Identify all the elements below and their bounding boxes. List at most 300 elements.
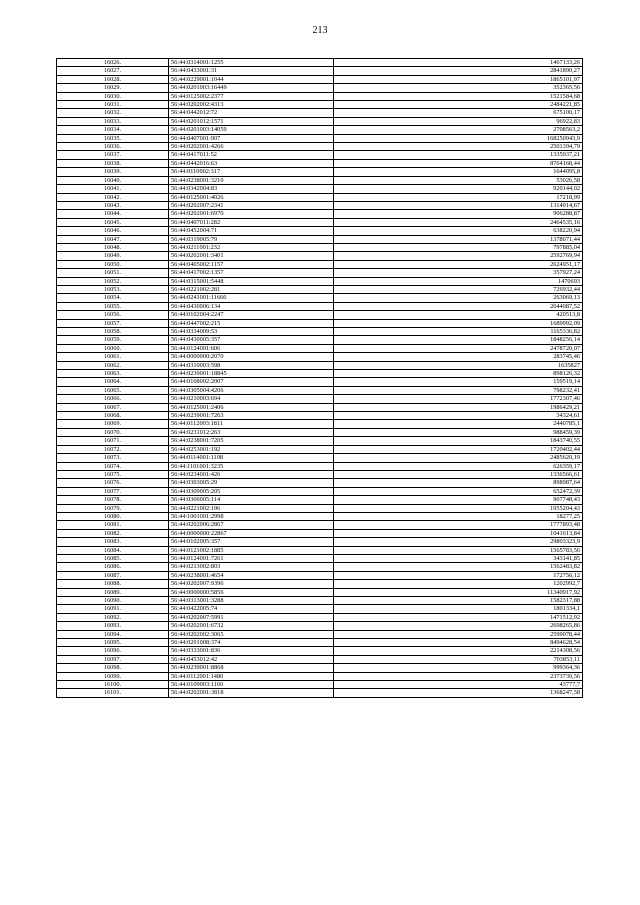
cadastral-number-cell: 56:44:0213002:803	[169, 563, 334, 571]
cadastral-number-cell: 56:44:0430006:134	[169, 302, 334, 310]
table-row	[57, 151, 583, 159]
value-cell: 159519,14	[334, 378, 583, 386]
row-number-cell: 16058.	[57, 328, 169, 336]
table-row	[57, 210, 583, 218]
cadastral-number-cell: 56:44:0202001:3401	[169, 252, 334, 260]
value-cell: 1368247,58	[334, 689, 583, 697]
row-number-cell: 16076.	[57, 479, 169, 487]
table-row	[57, 185, 583, 193]
value-cell: 343141,85	[334, 554, 583, 562]
table-row	[57, 176, 583, 184]
cadastral-number-cell: 56:44:0306005:114	[169, 496, 334, 504]
cadastral-number-cell: 56:44:0201012:1571	[169, 117, 334, 125]
cadastral-number-cell: 56:44:0000000:5856	[169, 588, 334, 596]
cadastral-number-cell: 56:44:0334009:53	[169, 328, 334, 336]
value-cell: 2708563,2	[334, 126, 583, 134]
table-row	[57, 285, 583, 293]
cadastral-number-cell: 56:44:0202007:5991	[169, 613, 334, 621]
table-row	[57, 201, 583, 209]
row-number-cell: 16047.	[57, 235, 169, 243]
value-cell: 18277,25	[334, 512, 583, 520]
cadastral-number-cell: 56:44:0303005:29	[169, 479, 334, 487]
row-number-cell: 16054.	[57, 294, 169, 302]
cadastral-number-cell: 56:44:0422005:74	[169, 605, 334, 613]
value-cell: 2624951,17	[334, 260, 583, 268]
value-cell: 1565783,56	[334, 546, 583, 554]
row-number-cell: 16044.	[57, 210, 169, 218]
value-cell: 1582317,88	[334, 597, 583, 605]
cadastral-number-cell: 56:44:0102004:2247	[169, 311, 334, 319]
row-number-cell: 16094.	[57, 630, 169, 638]
row-number-cell: 16073.	[57, 454, 169, 462]
table-row	[57, 487, 583, 495]
row-number-cell: 16062.	[57, 361, 169, 369]
row-number-cell: 16042.	[57, 193, 169, 201]
table-row	[57, 117, 583, 125]
row-number-cell: 16049.	[57, 252, 169, 260]
cadastral-number-cell: 56:44:0433001:31	[169, 67, 334, 75]
cadastral-number-cell: 56:44:0239001:7263	[169, 412, 334, 420]
cadastral-number-cell: 56:44:0447002:215	[169, 319, 334, 327]
table-row	[57, 470, 583, 478]
table-row	[57, 370, 583, 378]
row-number-cell: 16048.	[57, 243, 169, 251]
value-cell: 652472,39	[334, 487, 583, 495]
cadastral-number-cell: 56:44:0241001:11666	[169, 294, 334, 302]
cadastral-number-cell: 56:44:0124001:606	[169, 344, 334, 352]
value-cell: 999364,36	[334, 664, 583, 672]
table-row	[57, 336, 583, 344]
cadastral-number-cell: 56:44:0201008:374	[169, 639, 334, 647]
cadastral-number-cell: 56:44:0112003:1811	[169, 420, 334, 428]
table-row	[57, 403, 583, 411]
value-cell: 29803323,9	[334, 538, 583, 546]
value-cell: 283745,46	[334, 353, 583, 361]
value-cell: 1720402,44	[334, 445, 583, 453]
row-number-cell: 16082.	[57, 529, 169, 537]
table-row	[57, 277, 583, 285]
row-number-cell: 16034.	[57, 126, 169, 134]
table-row	[57, 218, 583, 226]
value-cell: 1801334,1	[334, 605, 583, 613]
value-cell: 8494628,54	[334, 639, 583, 647]
value-cell: 2214308,56	[334, 647, 583, 655]
row-number-cell: 16027.	[57, 67, 169, 75]
cadastral-number-cell: 56:44:0333001:836	[169, 647, 334, 655]
row-number-cell: 16100.	[57, 681, 169, 689]
table-row	[57, 512, 583, 520]
row-number-cell: 16090.	[57, 597, 169, 605]
value-cell: 352365,56	[334, 84, 583, 92]
value-cell: 1314914,67	[334, 201, 583, 209]
row-number-cell: 16077.	[57, 487, 169, 495]
value-cell: 1378071,44	[334, 235, 583, 243]
table-row	[57, 59, 583, 67]
cadastral-number-cell: 56:44:0108002:2007	[169, 378, 334, 386]
cadastral-number-cell: 56:44:0452004:71	[169, 227, 334, 235]
table-row	[57, 655, 583, 663]
cadastral-number-cell: 56:44:0102005:357	[169, 538, 334, 546]
row-number-cell: 16101.	[57, 689, 169, 697]
value-cell: 1986429,21	[334, 403, 583, 411]
table-row	[57, 344, 583, 352]
row-number-cell: 16030.	[57, 92, 169, 100]
cadastral-number-cell: 56:44:0314001:1255	[169, 59, 334, 67]
cadastral-number-cell: 56:44:0315001:5448	[169, 277, 334, 285]
row-number-cell: 16089.	[57, 588, 169, 596]
value-cell: 726932,44	[334, 285, 583, 293]
cadastral-number-cell: 56:44:0125001:2406	[169, 403, 334, 411]
cadastral-number-cell: 56:44:0202007:2341	[169, 201, 334, 209]
cadastral-number-cell: 56:44:0313001:3288	[169, 597, 334, 605]
cadastral-number-cell: 56:44:0124001:7261	[169, 554, 334, 562]
cadastral-number-cell: 56:44:0229001:1044	[169, 75, 334, 83]
value-cell: 1562483,82	[334, 563, 583, 571]
table-row	[57, 412, 583, 420]
table-row	[57, 639, 583, 647]
table-row	[57, 672, 583, 680]
row-number-cell: 16074.	[57, 462, 169, 470]
value-cell: 703853,11	[334, 655, 583, 663]
row-number-cell: 16032.	[57, 109, 169, 117]
value-cell: 8764168,44	[334, 159, 583, 167]
table-row	[57, 67, 583, 75]
table-row	[57, 302, 583, 310]
cadastral-number-cell: 56:44:0407011:282	[169, 218, 334, 226]
table-row	[57, 101, 583, 109]
cadastral-number-cell: 56:44:0110002:317	[169, 168, 334, 176]
table-row	[57, 361, 583, 369]
value-cell: 988459,39	[334, 428, 583, 436]
value-cell: 168250943,9	[334, 134, 583, 142]
table-row	[57, 243, 583, 251]
value-cell: 1041613,84	[334, 529, 583, 537]
cadastral-number-cell: 56:44:0239001:8868	[169, 664, 334, 672]
value-cell: 1843740,55	[334, 437, 583, 445]
value-cell: 1521584,68	[334, 92, 583, 100]
cadastral-number-cell: 56:44:0417011:52	[169, 151, 334, 159]
value-cell: 2698265,86	[334, 622, 583, 630]
cadastral-number-cell: 56:44:0239001:18845	[169, 370, 334, 378]
table-row	[57, 260, 583, 268]
table-row	[57, 319, 583, 327]
cadastral-number-cell: 56:44:0000000:22867	[169, 529, 334, 537]
row-number-cell: 16081.	[57, 521, 169, 529]
cadastral-number-cell: 56:44:0202001:6970	[169, 210, 334, 218]
row-number-cell: 16096.	[57, 647, 169, 655]
cadastral-number-cell: 56:44:0309005:205	[169, 487, 334, 495]
table-row	[57, 252, 583, 260]
value-cell: 420513,8	[334, 311, 583, 319]
value-cell: 907748,43	[334, 496, 583, 504]
table-row	[57, 554, 583, 562]
row-number-cell: 16093.	[57, 622, 169, 630]
cadastral-number-cell: 56:44:0210003:694	[169, 395, 334, 403]
table-row	[57, 269, 583, 277]
value-cell: 2440785,1	[334, 420, 583, 428]
value-cell: 1202992,7	[334, 580, 583, 588]
value-cell: 1471512,92	[334, 613, 583, 621]
cadastral-number-cell: 56:44:0114001:1108	[169, 454, 334, 462]
table-row	[57, 311, 583, 319]
value-cell: 1165336,82	[334, 328, 583, 336]
cadastral-number-cell: 56:44:0109003:1160	[169, 681, 334, 689]
row-number-cell: 16087.	[57, 571, 169, 579]
row-number-cell: 16084.	[57, 546, 169, 554]
value-cell: 1689992,09	[334, 319, 583, 327]
table-row	[57, 378, 583, 386]
table-row	[57, 588, 583, 596]
cadastral-number-cell: 56:44:0221002:281	[169, 285, 334, 293]
row-number-cell: 16086.	[57, 563, 169, 571]
table-row	[57, 75, 583, 83]
value-cell: 11340917,92	[334, 588, 583, 596]
cadastral-number-cell: 56:44:0000000:2070	[169, 353, 334, 361]
table-row	[57, 647, 583, 655]
row-number-cell: 16056.	[57, 311, 169, 319]
row-number-cell: 16075.	[57, 470, 169, 478]
table-row	[57, 126, 583, 134]
cadastral-number-cell: 56:44:0202001:4266	[169, 143, 334, 151]
value-cell: 2599078,44	[334, 630, 583, 638]
row-number-cell: 16092.	[57, 613, 169, 621]
cadastral-number-cell: 56:44:0430005:357	[169, 336, 334, 344]
table-row	[57, 353, 583, 361]
value-cell: 1470693	[334, 277, 583, 285]
row-number-cell: 16078.	[57, 496, 169, 504]
cadastral-number-cell: 56:44:0202002:3065	[169, 630, 334, 638]
row-number-cell: 16072.	[57, 445, 169, 453]
value-cell: 2485620,19	[334, 454, 583, 462]
row-number-cell: 16065.	[57, 386, 169, 394]
row-number-cell: 16091.	[57, 605, 169, 613]
row-number-cell: 16060.	[57, 344, 169, 352]
row-number-cell: 16051.	[57, 269, 169, 277]
row-number-cell: 16028.	[57, 75, 169, 83]
value-cell: 2373739,56	[334, 672, 583, 680]
value-cell: 263069,13	[334, 294, 583, 302]
value-cell: 797885,04	[334, 243, 583, 251]
table-row	[57, 227, 583, 235]
cadastral-number-cell: 56:44:0202006:2867	[169, 521, 334, 529]
row-number-cell: 16033.	[57, 117, 169, 125]
cadastral-number-cell: 56:44:1101001:3235	[169, 462, 334, 470]
value-cell: 1772307,46	[334, 395, 583, 403]
cadastral-number-cell: 56:44:0238001:3210	[169, 176, 334, 184]
table-row	[57, 538, 583, 546]
table-row	[57, 521, 583, 529]
cadastral-value-table	[56, 58, 583, 698]
value-cell: 798232,41	[334, 386, 583, 394]
cadastral-number-cell: 56:44:0202001:3818	[169, 689, 334, 697]
table-row	[57, 454, 583, 462]
value-cell: 1335937,21	[334, 151, 583, 159]
table-row	[57, 235, 583, 243]
row-number-cell: 16098.	[57, 664, 169, 672]
table-row	[57, 664, 583, 672]
value-cell: 920144,02	[334, 185, 583, 193]
row-number-cell: 16036.	[57, 143, 169, 151]
cadastral-number-cell: 56:44:0201003:16449	[169, 84, 334, 92]
value-cell: 1467133,26	[334, 59, 583, 67]
row-number-cell: 16080.	[57, 512, 169, 520]
cadastral-number-cell: 56:44:0231012:263	[169, 428, 334, 436]
cadastral-number-cell: 56:44:0407001:907	[169, 134, 334, 142]
value-cell: 2501394,79	[334, 143, 583, 151]
row-number-cell: 16095.	[57, 639, 169, 647]
row-number-cell: 16064.	[57, 378, 169, 386]
row-number-cell: 16046.	[57, 227, 169, 235]
table-row	[57, 437, 583, 445]
cadastral-number-cell: 56:44:0417002:1357	[169, 269, 334, 277]
table-row	[57, 571, 583, 579]
cadastral-number-cell: 56:44:0442012:72	[169, 109, 334, 117]
value-cell: 1336566,61	[334, 470, 583, 478]
row-number-cell: 16097.	[57, 655, 169, 663]
table-row	[57, 193, 583, 201]
table-row	[57, 479, 583, 487]
page-number: 213	[312, 25, 328, 36]
row-number-cell: 16050.	[57, 260, 169, 268]
cadastral-number-cell: 56:44:0202002:4313	[169, 101, 334, 109]
row-number-cell: 16083.	[57, 538, 169, 546]
cadastral-number-cell: 56:44:0238001:7205	[169, 437, 334, 445]
cadastral-number-cell: 56:44:0305004:4206	[169, 386, 334, 394]
value-cell: 2478720,07	[334, 344, 583, 352]
cadastral-number-cell: 56:44:0442016:63	[169, 159, 334, 167]
value-cell: 172756,12	[334, 571, 583, 579]
cadastral-number-cell: 56:44:0112001:1480	[169, 672, 334, 680]
table-row	[57, 546, 583, 554]
value-cell: 638220,94	[334, 227, 583, 235]
value-cell: 1644095,8	[334, 168, 583, 176]
value-cell: 2644087,52	[334, 302, 583, 310]
table-row	[57, 386, 583, 394]
table-row	[57, 504, 583, 512]
table-row	[57, 496, 583, 504]
table-row	[57, 605, 583, 613]
value-cell: 2841890,27	[334, 67, 583, 75]
row-number-cell: 16040.	[57, 176, 169, 184]
value-cell: 1865101,97	[334, 75, 583, 83]
cadastral-number-cell: 56:44:0342004:83	[169, 185, 334, 193]
value-cell: 357927,24	[334, 269, 583, 277]
value-cell: 1848256,14	[334, 336, 583, 344]
value-cell: 2484221,85	[334, 101, 583, 109]
row-number-cell: 16088.	[57, 580, 169, 588]
row-number-cell: 16029.	[57, 84, 169, 92]
value-cell: 96922,83	[334, 117, 583, 125]
cadastral-number-cell: 56:44:0121002:1885	[169, 546, 334, 554]
table-body	[57, 59, 583, 698]
row-number-cell: 16057.	[57, 319, 169, 327]
row-number-cell: 16085.	[57, 554, 169, 562]
value-cell: 1777893,48	[334, 521, 583, 529]
row-number-cell: 16059.	[57, 336, 169, 344]
cadastral-number-cell: 56:44:0234001:426	[169, 470, 334, 478]
row-number-cell: 16043.	[57, 201, 169, 209]
cadastral-number-cell: 56:44:0253001:192	[169, 445, 334, 453]
cadastral-number-cell: 56:44:0125001:4026	[169, 193, 334, 201]
table-row	[57, 294, 583, 302]
value-cell: 1635827	[334, 361, 583, 369]
table-row	[57, 462, 583, 470]
cadastral-number-cell: 56:44:1001001:2998	[169, 512, 334, 520]
table-row	[57, 109, 583, 117]
table-row	[57, 580, 583, 588]
cadastral-number-cell: 56:44:0238001:4654	[169, 571, 334, 579]
cadastral-number-cell: 56:44:0202007:9396	[169, 580, 334, 588]
row-number-cell: 16070.	[57, 428, 169, 436]
cadastral-number-cell: 56:44:0202001:6732	[169, 622, 334, 630]
row-number-cell: 16039.	[57, 168, 169, 176]
table-row	[57, 622, 583, 630]
row-number-cell: 16026.	[57, 59, 169, 67]
value-cell: 898126,32	[334, 370, 583, 378]
row-number-cell: 16079.	[57, 504, 169, 512]
cadastral-number-cell: 56:44:0310003:598	[169, 361, 334, 369]
value-cell: 2464535,16	[334, 218, 583, 226]
cadastral-number-cell: 56:44:0211001:232	[169, 243, 334, 251]
row-number-cell: 16031.	[57, 101, 169, 109]
table-row	[57, 92, 583, 100]
row-number-cell: 16071.	[57, 437, 169, 445]
table-row	[57, 563, 583, 571]
value-cell: 43777,7	[334, 681, 583, 689]
value-cell: 2592769,94	[334, 252, 583, 260]
row-number-cell: 16037.	[57, 151, 169, 159]
table-row	[57, 630, 583, 638]
table-row	[57, 159, 583, 167]
row-number-cell: 16099.	[57, 672, 169, 680]
row-number-cell: 16053.	[57, 285, 169, 293]
row-number-cell: 16067.	[57, 403, 169, 411]
table-row	[57, 689, 583, 697]
row-number-cell: 16066.	[57, 395, 169, 403]
table-row	[57, 445, 583, 453]
table-row	[57, 168, 583, 176]
value-cell: 34324,61	[334, 412, 583, 420]
value-cell: 898987,64	[334, 479, 583, 487]
table-row	[57, 134, 583, 142]
value-cell: 1955204,43	[334, 504, 583, 512]
row-number-cell: 16068.	[57, 412, 169, 420]
row-number-cell: 16069.	[57, 420, 169, 428]
table-row	[57, 613, 583, 621]
row-number-cell: 16035.	[57, 134, 169, 142]
cadastral-number-cell: 56:44:0125002:2377	[169, 92, 334, 100]
table-row	[57, 529, 583, 537]
row-number-cell: 16055.	[57, 302, 169, 310]
row-number-cell: 16045.	[57, 218, 169, 226]
cadastral-number-cell: 56:44:0405002:1157	[169, 260, 334, 268]
table-row	[57, 597, 583, 605]
value-cell: 626359,17	[334, 462, 583, 470]
row-number-cell: 16041.	[57, 185, 169, 193]
value-cell: 906288,87	[334, 210, 583, 218]
table-row	[57, 328, 583, 336]
table-row	[57, 395, 583, 403]
table-row	[57, 428, 583, 436]
cadastral-number-cell: 56:44:0221002:196	[169, 504, 334, 512]
row-number-cell: 16052.	[57, 277, 169, 285]
table-row	[57, 84, 583, 92]
cadastral-number-cell: 56:44:0453012:42	[169, 655, 334, 663]
cadastral-number-cell: 56:44:0201003:14059	[169, 126, 334, 134]
table-row	[57, 681, 583, 689]
cadastral-number-cell: 56:44:0319005:79	[169, 235, 334, 243]
table-row	[57, 420, 583, 428]
